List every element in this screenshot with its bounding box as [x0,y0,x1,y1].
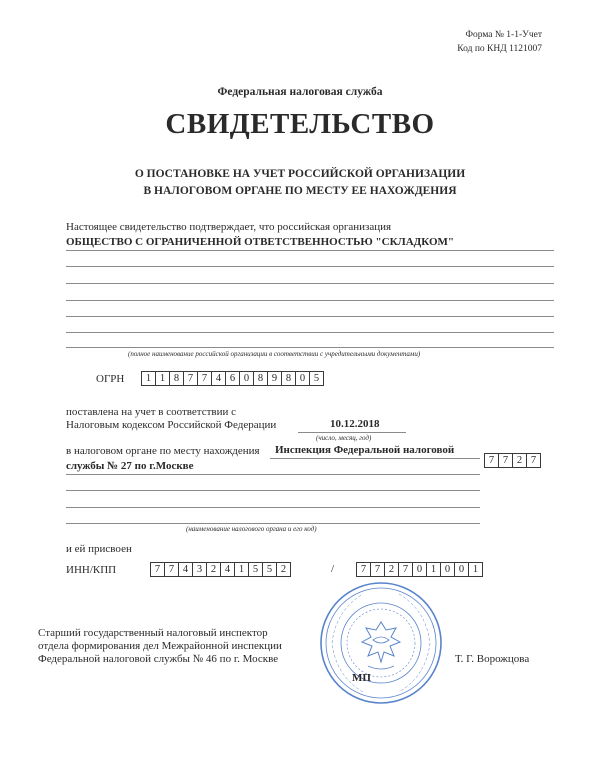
inn-kpp-label: ИНН/КПП [66,564,117,576]
signer-title-line-1: Старший государственный налоговый инспектор [38,627,268,639]
authority-rule [66,474,480,475]
registration-line-2: Налоговым кодексом Российской Федерации [66,419,277,431]
registration-date: 10.12.2018 [330,418,380,430]
ogrn-label: ОГРН [96,373,125,385]
mp-mark: МП [352,672,371,684]
inn-digit: 2 [206,562,221,577]
ogrn-digit: 0 [295,371,310,386]
ogrn-digit: 7 [197,371,212,386]
kpp-digit: 2 [384,562,399,577]
date-hint: (число, месяц, год) [316,434,372,442]
inn-digit: 2 [276,562,291,577]
kpp-digit: 0 [454,562,469,577]
org-name-rule [66,332,554,333]
date-rule [298,432,406,433]
ogrn-boxes [141,371,324,386]
kpp-digit: 1 [426,562,441,577]
subtitle-line-1: О ПОСТАНОВКЕ НА УЧЕТ РОССИЙСКОЙ ОРГАНИЗАЦИИ [134,168,466,180]
authority-code-digit: 7 [498,453,513,468]
org-name-rule [66,316,554,317]
inn-boxes [150,562,291,577]
ogrn-digit: 7 [183,371,198,386]
ogrn-digit: 0 [239,371,254,386]
authority-code-digit: 2 [512,453,527,468]
authority-hint: (наименование налогового органа и его код) [186,525,317,533]
signer-title-line-2: отдела формирования дел Межрайонной инспекции [38,640,282,652]
authority-rule [270,458,480,459]
inn-digit: 7 [164,562,179,577]
ogrn-digit: 8 [253,371,268,386]
document-title: СВИДЕТЕЛЬСТВО [165,108,435,140]
authority-name-line-2: службы № 27 по г.Москве [66,460,194,472]
inn-digit: 5 [262,562,277,577]
authority-code-boxes [484,453,541,468]
ogrn-digit: 1 [141,371,156,386]
ogrn-digit: 5 [309,371,324,386]
authority-name-line-1: Инспекция Федеральной налоговой [275,444,455,456]
inn-digit: 4 [178,562,193,577]
authority-code-digit: 7 [526,453,541,468]
org-name-rule [66,300,554,301]
org-name-rule [66,283,554,284]
authority-rule [66,507,480,508]
inn-digit: 3 [192,562,207,577]
assigned-text: и ей присвоен [66,543,132,555]
authority-prefix: в налоговом органе по месту нахождения [66,445,260,457]
ogrn-digit: 6 [225,371,240,386]
registration-line-1: поставлена на учет в соответствии с [66,406,237,418]
organization-name-hint: (полное наименование российской организации в соответствии с учредительными документами) [128,350,421,358]
organization-intro: Настоящее свидетельство подтверждает, что российская организация [66,221,392,233]
ogrn-digit: 1 [155,371,170,386]
org-name-rule [66,266,554,267]
authority-rule [66,523,480,524]
form-number: Форма № 1-1-Учет [465,30,542,40]
kpp-digit: 0 [440,562,455,577]
inn-digit: 5 [248,562,263,577]
ogrn-digit: 4 [211,371,226,386]
org-name-rule [66,347,554,348]
official-seal-icon [318,580,444,706]
kpp-digit: 7 [356,562,371,577]
kpp-digit: 0 [412,562,427,577]
inn-digit: 1 [234,562,249,577]
kpp-digit: 1 [468,562,483,577]
subtitle-line-2: В НАЛОГОВОМ ОРГАНЕ ПО МЕСТУ ЕЕ НАХОЖДЕНИЯ [143,185,457,197]
signer-title-line-3: Федеральной налоговой службы № 46 по г. Москве [38,653,279,665]
knd-code: Код по КНД 1121007 [457,44,542,54]
kpp-boxes [356,562,483,577]
authority-rule [66,490,480,491]
ogrn-digit: 8 [169,371,184,386]
inn-digit: 4 [220,562,235,577]
organization-name: ОБЩЕСТВО С ОГРАНИЧЕННОЙ ОТВЕТСТВЕННОСТЬЮ "СКЛАДКОМ" [66,236,455,248]
inn-digit: 7 [150,562,165,577]
ogrn-digit: 9 [267,371,282,386]
inn-kpp-separator: / [331,563,335,575]
signer-name: Т. Г. Ворожцова [455,653,530,665]
authority-code-digit: 7 [484,453,499,468]
kpp-digit: 7 [398,562,413,577]
org-name-rule [66,250,554,251]
ogrn-digit: 8 [281,371,296,386]
service-name: Федеральная налоговая служба [217,86,383,98]
kpp-digit: 7 [370,562,385,577]
